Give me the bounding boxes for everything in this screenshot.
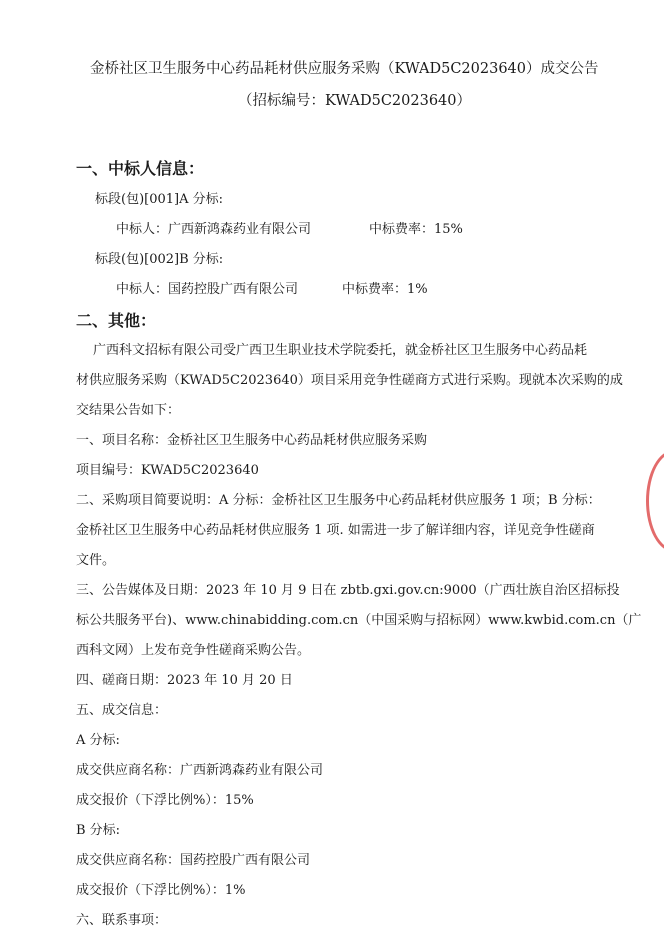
lot-1-winner: 中标人：广西新鸿森药业有限公司 xyxy=(116,222,312,237)
lot-2-label: 标段(包)[002]B 分标: xyxy=(95,252,224,267)
red-seal-stamp xyxy=(646,450,664,552)
lot-b-label: B 分标: xyxy=(76,823,121,838)
lot-a-label: A 分标: xyxy=(76,733,120,748)
paragraph-line: 二、采购项目简要说明：A 分标：金桥社区卫生服务中心药品耗材供应服务 1 项；B 分标： xyxy=(76,493,601,508)
paragraph-line: 西科文网）上发布竞争性磋商采购公告。 xyxy=(76,643,311,658)
lot-2-rate: 中标费率：1% xyxy=(342,282,428,297)
project-number: 项目编号：KWAD5C2023640 xyxy=(76,463,259,478)
paragraph-line: 金桥社区卫生服务中心药品耗材供应服务 1 项. 如需进一步了解详细内容，详见竞争性磋商 xyxy=(76,523,595,538)
consultation-date: 四、磋商日期：2023 年 10 月 20 日 xyxy=(76,673,293,688)
paragraph-line: 交结果公告如下： xyxy=(76,403,181,418)
section-2-heading: 二、其他： xyxy=(76,311,157,330)
lot-1-rate: 中标费率：15% xyxy=(369,222,463,237)
deal-info-heading: 五、成交信息： xyxy=(76,703,168,718)
paragraph-line: 广西科文招标有限公司受广西卫生职业技术学院委托，就金桥社区卫生服务中心药品耗 xyxy=(93,343,588,358)
lot-a-price: 成交报价（下浮比例%）：15% xyxy=(76,793,254,808)
section-1-heading: 一、中标人信息： xyxy=(76,159,205,178)
contact-heading: 六、联系事项： xyxy=(76,913,168,928)
lot-a-supplier: 成交供应商名称：广西新鸿森药业有限公司 xyxy=(76,763,324,778)
paragraph-line: 三、公告媒体及日期：2023 年 10 月 9 日在 zbtb.gxi.gov.cn:9000（广西壮族自治区招标投 xyxy=(76,583,620,598)
paragraph-line: 标公共服务平台)、www.chinabidding.com.cn（中国采购与招标网）www.kwbid.com.cn（广 xyxy=(76,613,642,628)
notice-title: 金桥社区卫生服务中心药品耗材供应服务采购（KWAD5C2023640）成交公告 xyxy=(90,61,599,77)
paragraph-line: 材供应服务采购（KWAD5C2023640）项目采用竞争性磋商方式进行采购。现就本次采购的成 xyxy=(76,373,623,388)
lot-1-label: 标段(包)[001]A 分标: xyxy=(95,192,224,207)
paragraph-line: 文件。 xyxy=(76,553,116,568)
project-name: 一、项目名称：金桥社区卫生服务中心药品耗材供应服务采购 xyxy=(76,433,428,448)
lot-2-winner: 中标人：国药控股广西有限公司 xyxy=(116,282,299,297)
lot-b-price: 成交报价（下浮比例%）：1% xyxy=(76,883,246,898)
lot-b-supplier: 成交供应商名称：国药控股广西有限公司 xyxy=(76,853,311,868)
notice-subtitle: （招标编号：KWAD5C2023640） xyxy=(238,93,471,109)
